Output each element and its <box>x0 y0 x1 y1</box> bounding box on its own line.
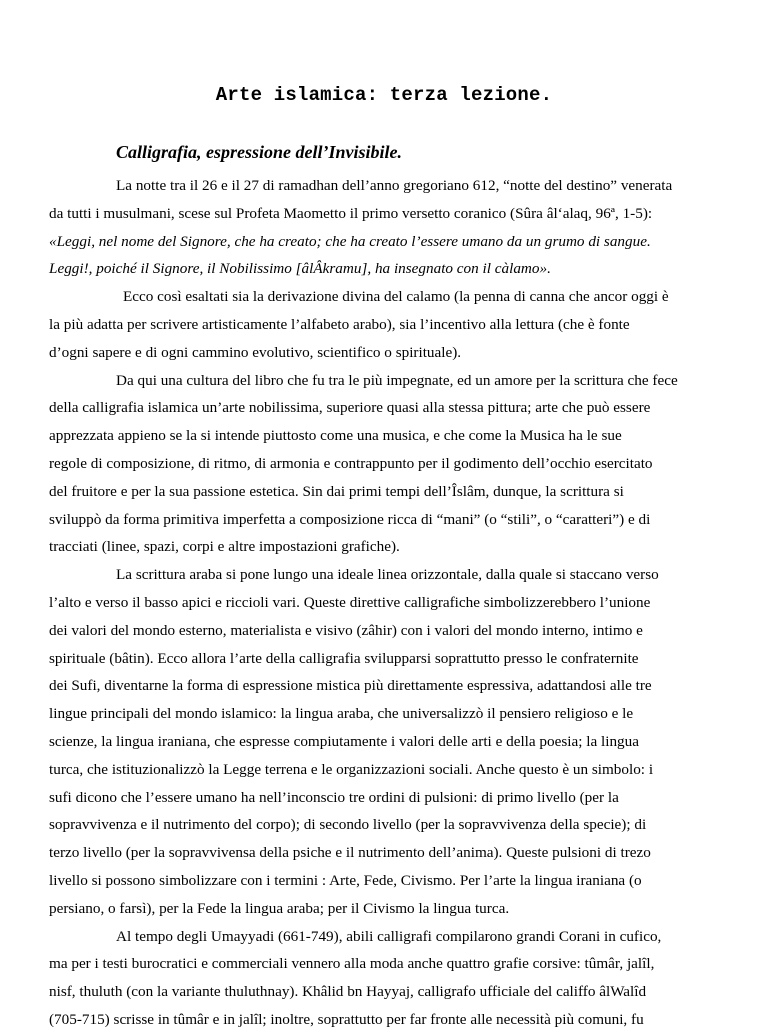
text-line: ma per i testi burocratici e commerciali vennero alla moda anche quattro grafie corsive: tûmâr, jalîl, <box>49 955 655 973</box>
text-line-quote: Leggi!, poiché il Signore, il Nobilissimo [âlÂkramu], ha insegnato con il càlamo». <box>49 260 551 278</box>
text-line: l’alto e verso il basso apici e riccioli vari. Queste direttive calligrafiche simbolizzerebbero l’unione <box>49 593 651 611</box>
text-line: nisf, thuluth (con la variante thuluthnay). Khâlid bn Hayyaj, calligrafo ufficiale del califfo âlWalîd <box>49 983 647 1001</box>
paragraph <box>49 283 726 366</box>
paragraph <box>49 367 726 562</box>
text-line: terzo livello (per la sopravvivensa della psiche e il nutrimento dell’anima). Queste pulsioni di trezo <box>49 844 651 862</box>
text-line: Al tempo degli Umayyadi (661-749), abili calligrafi compilarono grandi Corani in cufico, <box>116 927 662 945</box>
paragraph <box>49 172 726 283</box>
document-body <box>49 172 726 1034</box>
text-line: persiano, o farsì), per la Fede la lingua araba; per il Civismo la lingua turca. <box>49 899 510 917</box>
paragraph <box>49 561 726 922</box>
text-line: La notte tra il 26 e il 27 di ramadhan dell’anno gregoriano 612, “notte del destino” venerata <box>116 177 673 194</box>
text-line: turca, che istituzionalizzò la Legge terrena e le organizzazioni sociali. Anche questo è un simbolo: i <box>49 760 654 778</box>
section-heading: Calligrafia, espressione dell’Invisibile. <box>116 142 402 162</box>
text-line: spirituale (bâtin). Ecco allora l’arte della calligrafia svilupparsi soprattutto presso le confraternite <box>49 649 639 667</box>
text-line: d’ogni sapere e di ogni cammino evolutivo, scientifico o spirituale). <box>49 343 462 361</box>
text-line: sufi dicono che l’essere umano ha nell’inconscio tre ordini di pulsioni: di primo livello (per la <box>49 788 619 806</box>
text-line: regole di composizione, di ritmo, di armonia e contrappunto per il godimento dell’occhio esercitato <box>49 454 653 472</box>
text-line: scienze, la lingua iraniana, che espresse compiutamente i valori delle arti e della poesia; la lingua <box>49 732 639 750</box>
text-line-quote: «Leggi, nel nome del Signore, che ha creato; che ha creato l’essere umano da un grumo di sangue. <box>49 232 651 250</box>
text-line: la più adatta per scrivere artisticamente l’alfabeto arabo), sia l’incentivo alla lettura (che è fonte <box>49 315 630 333</box>
text-line: apprezzata appieno se la si intende piuttosto come una musica, e che come la Musica ha le sue <box>49 427 622 445</box>
text-line: La scrittura araba si pone lungo una ideale linea orizzontale, dalla quale si staccano verso <box>116 566 659 584</box>
text-line: lingue principali del mondo islamico: la lingua araba, che universalizzò il pensiero religioso e le <box>49 705 634 723</box>
text-line: dei Sufi, diventarne la forma di espressione mistica più direttamente espressiva, adattandosi alle tre <box>49 677 652 695</box>
text-line: sviluppò da forma primitiva imperfetta a composizione ricca di “mani” (o “stili”, o “caratteri”) e di <box>49 510 651 528</box>
text-line: sopravvivenza e il nutrimento del corpo); di secondo livello (per la sopravvivenza della specie); di <box>49 816 647 834</box>
text-line: del fruitore e per la sua passione estetica. Sin dai primi tempi dell’Îslâm, dunque, la scrittura si <box>49 482 624 500</box>
text-line: livello si possono simbolizzare con i termini : Arte, Fede, Civismo. Per l’arte la lingua iraniana (o <box>49 871 642 889</box>
text-line: (705-715) scrisse in tûmâr e in jalîl; inoltre, soprattutto per far fronte alle necessità più comuni, fu <box>49 1010 644 1028</box>
paragraph <box>49 923 726 1034</box>
text-line: da tutti i musulmani, scese sul Profeta Maometto il primo versetto coranico (Sûra âl‘alaq, 96ª, 1-5): <box>49 204 653 222</box>
text-line: Ecco così esaltati sia la derivazione divina del calamo (la penna di canna che ancor oggi è <box>123 288 669 306</box>
text-line: tracciati (linee, spazi, corpi e altre impostazioni grafiche). <box>49 538 400 556</box>
text-line: dei valori del mondo esterno, materialista e visivo (zâhir) con i valori del mondo interno, intimo e <box>49 621 643 639</box>
page-title: Arte islamica: terza lezione. <box>215 84 553 106</box>
text-line: della calligrafia islamica un’arte nobilissima, superiore quasi alla stessa pittura; arte che può essere <box>49 399 651 417</box>
text-line: Da qui una cultura del libro che fu tra le più impegnate, ed un amore per la scrittura che fece <box>116 371 678 389</box>
